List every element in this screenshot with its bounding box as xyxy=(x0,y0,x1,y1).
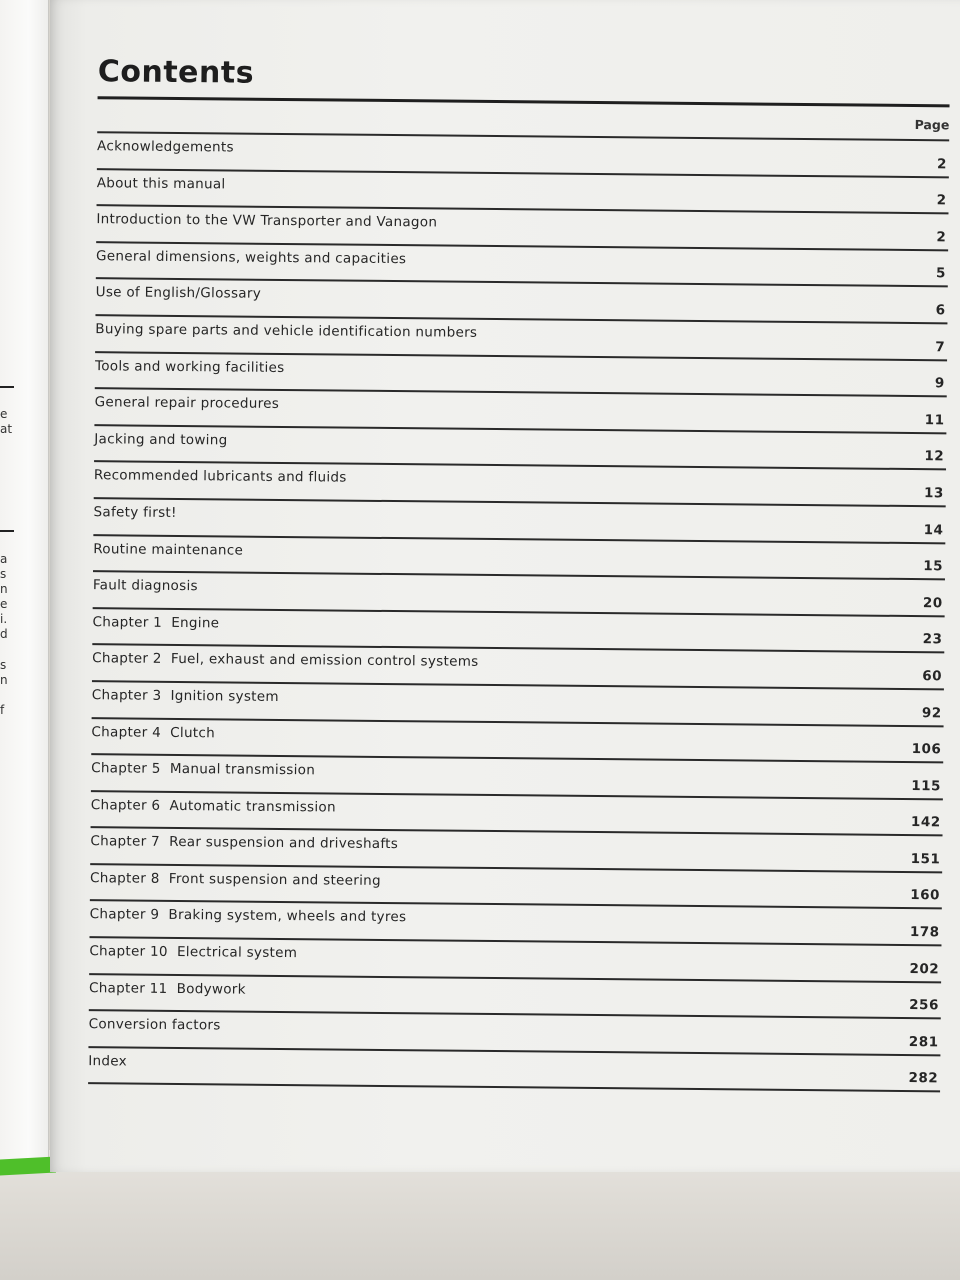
toc-entry-page: 281 xyxy=(908,1033,939,1051)
toc-entry-page: 142 xyxy=(910,814,941,831)
toc-entry-label: Chapter 6 Automatic transmission xyxy=(90,796,336,816)
toc-entry-page: 9 xyxy=(934,375,945,392)
left-page-fragment: d xyxy=(0,627,8,641)
toc-entry-label: Acknowledgements xyxy=(97,138,234,156)
toc-entry-label: Index xyxy=(88,1052,128,1070)
left-page-rule xyxy=(0,530,14,532)
toc-entry-label: Chapter 7 Rear suspension and driveshafts xyxy=(90,833,399,853)
toc-entry-page: 256 xyxy=(909,997,939,1014)
toc-entry-page: 178 xyxy=(909,924,940,941)
toc-entry-label: Chapter 3 Ignition system xyxy=(91,687,279,705)
toc-entry-page: 282 xyxy=(908,1070,939,1087)
left-page-fragment: a xyxy=(0,552,8,566)
contents-page xyxy=(50,0,960,1172)
toc-entry-page: 11 xyxy=(924,411,945,429)
left-page-fragment: f xyxy=(0,703,5,717)
left-page-fragment: at xyxy=(0,422,13,436)
toc-entry-page: 115 xyxy=(911,777,942,795)
book-cover-edge xyxy=(0,1157,56,1176)
page-title: Contents xyxy=(97,54,255,91)
toc-entry-page: 92 xyxy=(921,704,942,721)
toc-entry-label: Conversion factors xyxy=(88,1016,221,1034)
toc-entry-label: Chapter 2 Fuel, exhaust and emission control systems xyxy=(92,650,479,671)
toc-entry-page: 15 xyxy=(923,558,944,575)
left-page-fragment: s xyxy=(0,658,7,672)
toc-entry-page: 23 xyxy=(922,631,943,648)
toc-entry-label: Use of English/Glossary xyxy=(95,284,262,303)
toc-entry-label: Fault diagnosis xyxy=(92,577,198,595)
toc-entry-label: Chapter 9 Braking system, wheels and tyres xyxy=(89,906,407,926)
toc-entry-label: Tools and working facilities xyxy=(94,357,285,376)
left-page-fragment: s xyxy=(0,567,7,581)
toc-entry-page: 160 xyxy=(910,887,941,904)
toc-entry-label: Routine maintenance xyxy=(93,540,244,559)
toc-entry-page: 202 xyxy=(909,960,940,977)
toc-entry-page: 12 xyxy=(924,448,945,465)
toc-entry-label: Chapter 10 Electrical system xyxy=(89,943,298,962)
toc-entry-label: Buying spare parts and vehicle identification numbers xyxy=(95,321,478,341)
toc-entry-label: Jacking and towing xyxy=(94,430,228,449)
toc-entry-page: 13 xyxy=(923,485,944,502)
toc-entry xyxy=(88,1048,940,1093)
toc-entry-label: Chapter 8 Front suspension and steering xyxy=(89,870,382,889)
toc-entry-page: 2 xyxy=(936,192,947,209)
toc-entry-label: General dimensions, weights and capacities xyxy=(95,247,407,267)
toc-entry-label: Introduction to the VW Transporter and Vanagon xyxy=(96,211,438,231)
toc-entry-label: General repair procedures xyxy=(94,394,280,413)
toc-entry-page: 7 xyxy=(935,338,946,355)
left-page-edge xyxy=(0,0,49,1168)
left-page-fragment: e xyxy=(0,597,8,611)
left-page-fragment: e xyxy=(0,407,8,421)
toc-entry-page: 5 xyxy=(935,265,946,282)
toc-entry-page: 151 xyxy=(910,850,941,868)
contents-block xyxy=(68,52,950,1093)
toc-entry-page: 6 xyxy=(935,302,946,319)
toc-entry-label: Chapter 11 Bodywork xyxy=(88,979,246,998)
toc-entry-label: Chapter 5 Manual transmission xyxy=(91,760,316,779)
toc-entry-label: Safety first! xyxy=(93,504,177,521)
toc-entry-page: 14 xyxy=(923,521,944,538)
left-page-fragment: i. xyxy=(0,612,8,626)
toc-entry-label: Chapter 1 Engine xyxy=(92,613,220,632)
toc-entry-page: 20 xyxy=(922,594,943,612)
toc-entry-page: 2 xyxy=(936,229,947,246)
toc-entry-page: 2 xyxy=(936,155,948,172)
toc-list xyxy=(68,133,949,1093)
toc-entry-label: About this manual xyxy=(96,174,226,193)
toc-entry-label: Recommended lubricants and fluids xyxy=(93,467,347,486)
left-page-rule xyxy=(0,386,14,388)
left-page-fragment: n xyxy=(0,673,8,687)
toc-entry-page: 106 xyxy=(911,741,942,758)
page-column-label: Page xyxy=(914,117,950,133)
toc-entry-label: Chapter 4 Clutch xyxy=(91,723,216,741)
left-page-fragment: n xyxy=(0,582,8,596)
toc-entry-page: 60 xyxy=(922,668,943,685)
